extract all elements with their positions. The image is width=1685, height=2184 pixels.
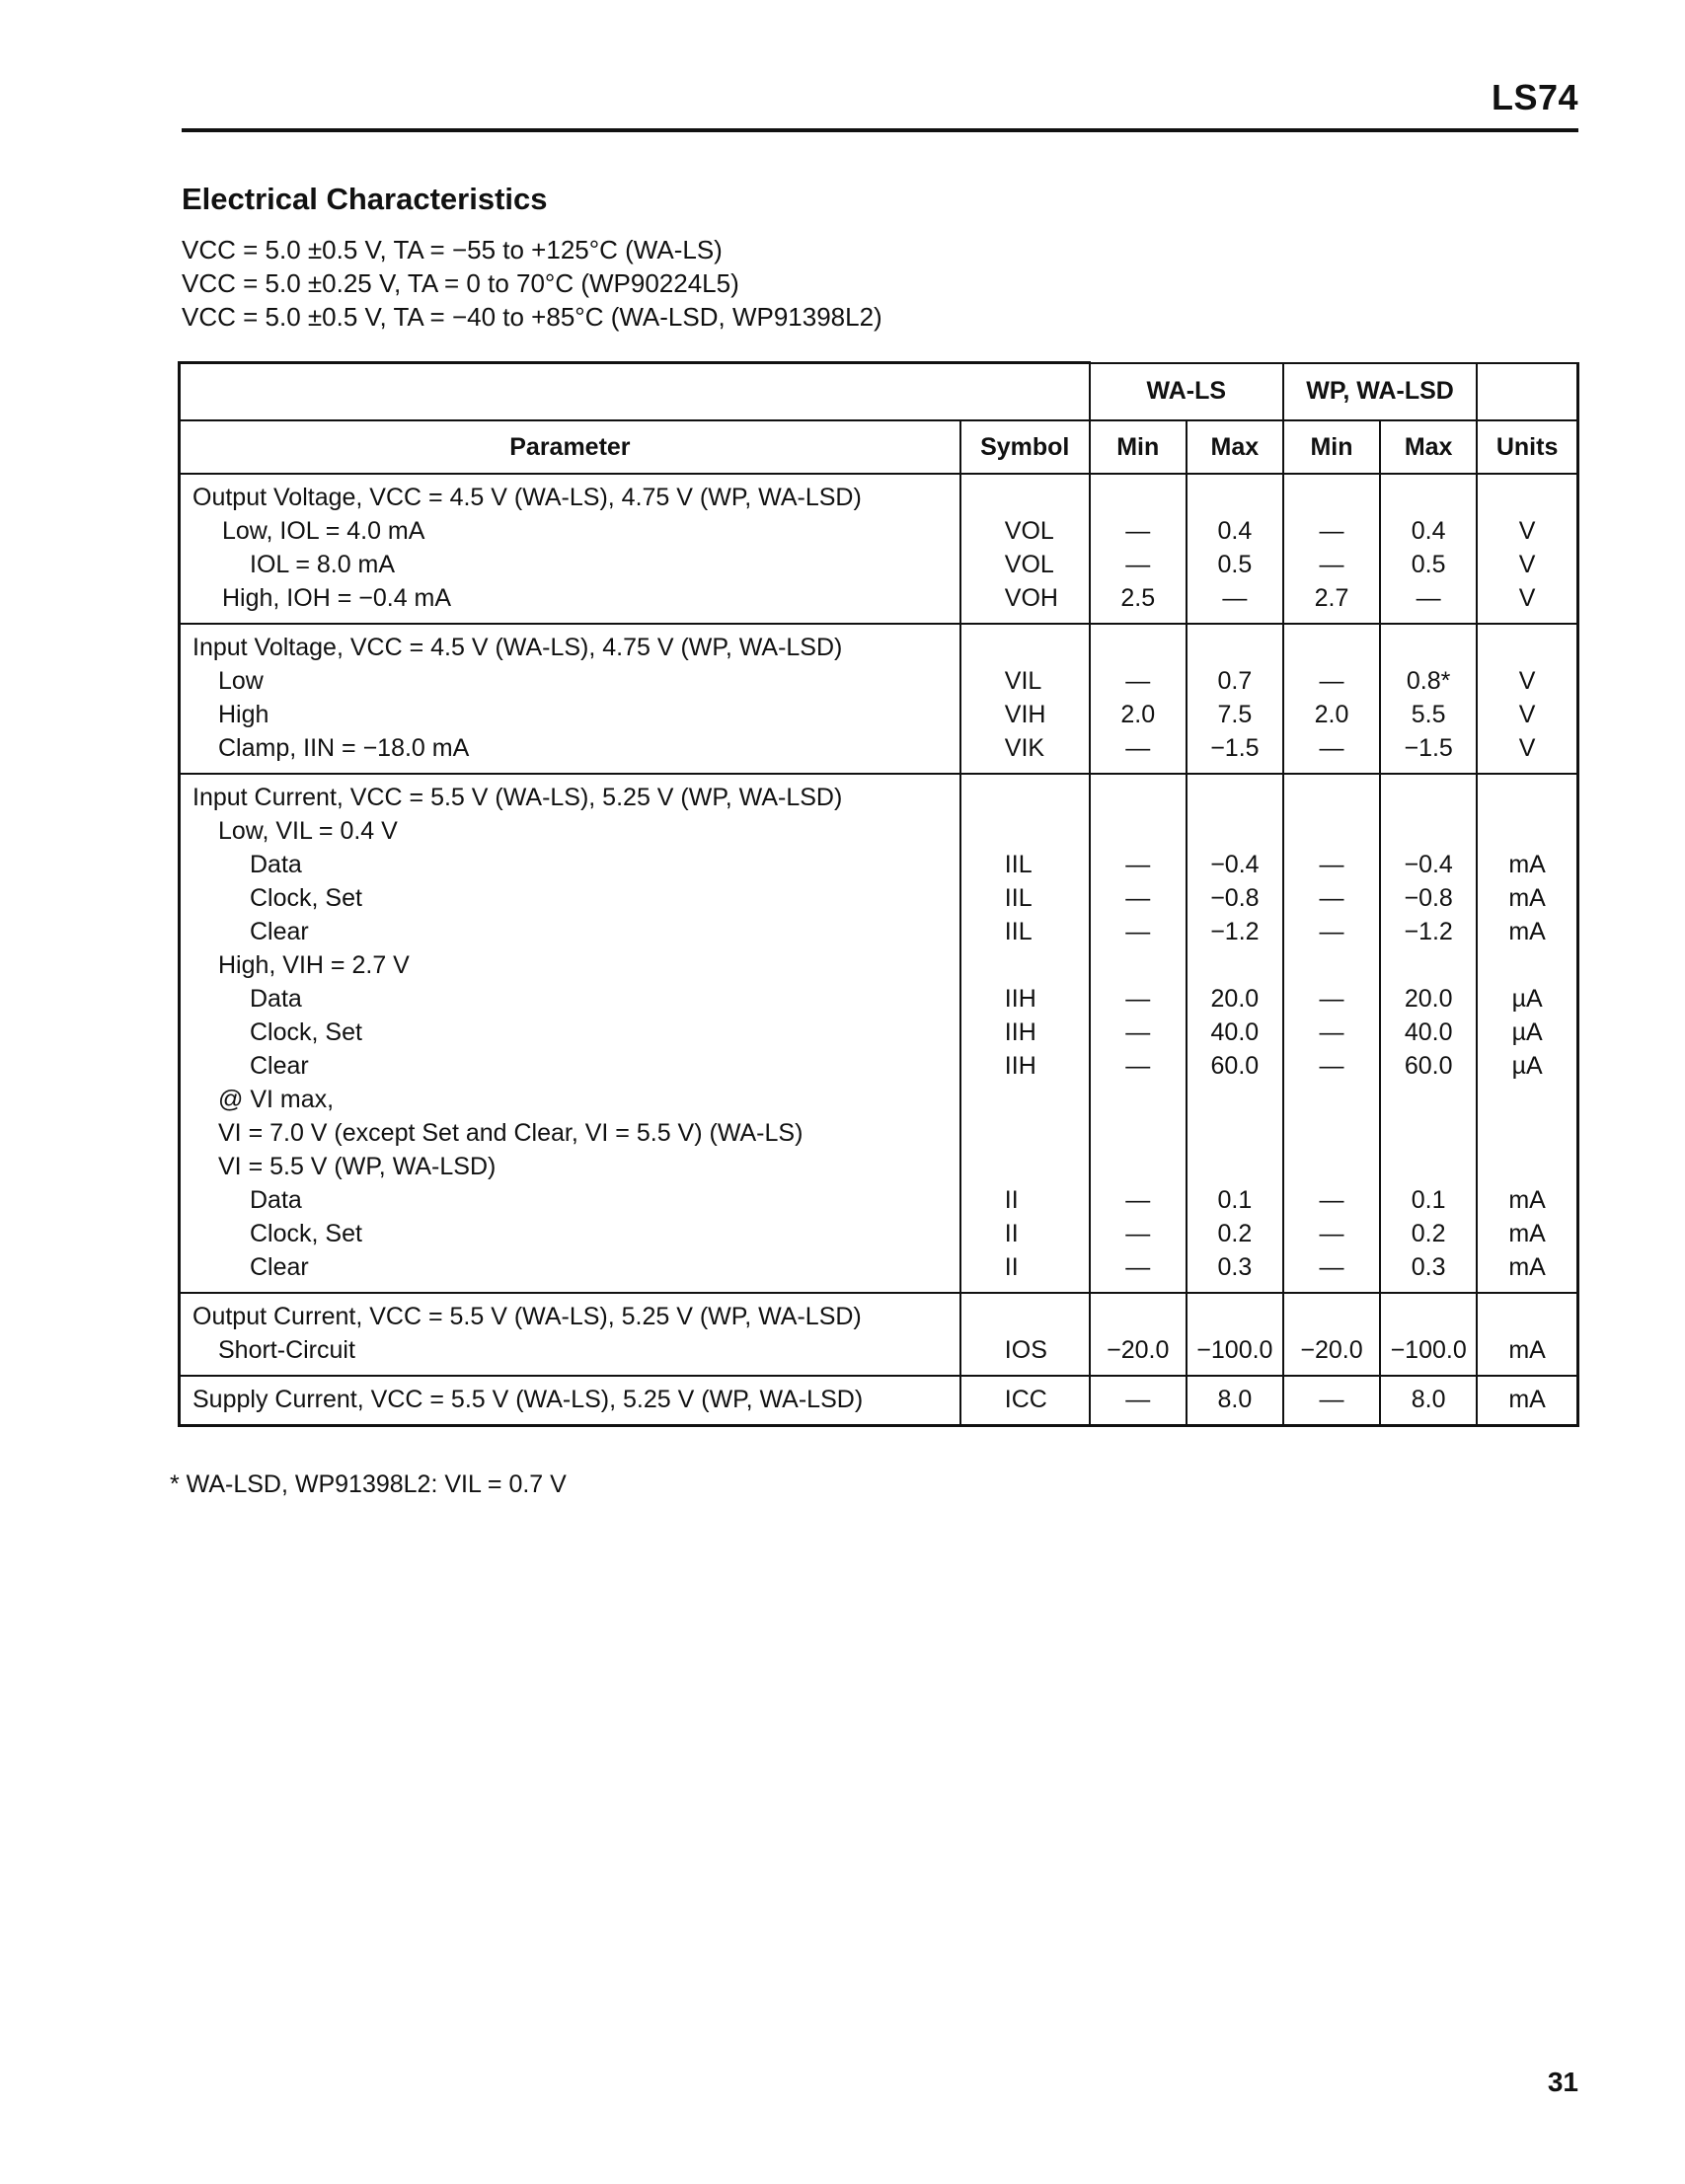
symbol-value: VOL	[1004, 551, 1054, 578]
value: —	[1125, 851, 1151, 878]
header-blank	[180, 363, 1090, 421]
symbol-value	[961, 781, 1089, 814]
wp-max-cell	[1380, 1293, 1477, 1376]
unit	[1478, 781, 1576, 814]
value: −1.5	[1404, 734, 1453, 762]
condition-line: VCC = 5.0 ±0.25 V, TA = 0 to 70°C (WP90224L5)	[182, 268, 739, 298]
symbol-cell	[960, 1293, 1090, 1376]
parameter-line: Clear	[250, 1052, 309, 1080]
column-header-min: Min	[1283, 420, 1380, 474]
symbol-cell	[960, 774, 1090, 1293]
wa-ls-min-cell	[1090, 474, 1187, 624]
parameter-line: IOL = 8.0 mA	[250, 551, 396, 578]
symbol-value	[961, 1116, 1089, 1150]
wp-max-cell	[1380, 774, 1477, 1293]
value: −0.4	[1404, 851, 1453, 878]
parameter-line: High, IOH = −0.4 mA	[222, 584, 452, 612]
unit: mA	[1508, 1220, 1546, 1247]
value: −0.8	[1404, 884, 1453, 912]
value: —	[1125, 1186, 1151, 1214]
value: 7.5	[1217, 701, 1253, 728]
parameter-line: Input Current, VCC = 5.5 V (WA-LS), 5.25 V (WP, WA-LSD)	[192, 784, 843, 811]
symbol-value: II	[1004, 1220, 1019, 1247]
symbol-value: II	[1004, 1253, 1019, 1281]
value	[1381, 1083, 1476, 1116]
value: —	[1125, 551, 1151, 578]
value: −1.2	[1404, 918, 1453, 945]
parameter-line: High, VIH = 2.7 V	[218, 951, 410, 979]
symbol-value: VIH	[1004, 701, 1046, 728]
value	[1091, 781, 1186, 814]
value	[1284, 1083, 1379, 1116]
unit: V	[1518, 701, 1536, 728]
parameter-line: Clear	[250, 918, 309, 945]
value	[1284, 1300, 1379, 1333]
value: 0.1	[1217, 1186, 1253, 1214]
value	[1091, 948, 1186, 982]
header-blank	[1477, 363, 1577, 421]
value: 0.7	[1217, 667, 1253, 695]
units-cell	[1477, 1376, 1577, 1426]
symbol-value	[961, 1300, 1089, 1333]
value: —	[1319, 918, 1344, 945]
value: 0.5	[1217, 551, 1253, 578]
value	[1381, 814, 1476, 848]
value: —	[1319, 1052, 1344, 1080]
parameter-line: Clock, Set	[250, 1220, 362, 1247]
value	[1187, 1116, 1282, 1150]
table-row	[180, 624, 1578, 774]
value: 20.0	[1404, 985, 1453, 1013]
parameter-line: Data	[250, 851, 302, 878]
value	[1187, 631, 1282, 664]
unit: µA	[1511, 1018, 1543, 1046]
condition-line: VCC = 5.0 ±0.5 V, TA = −40 to +85°C (WA-LSD, WP91398L2)	[182, 302, 882, 332]
value: 2.0	[1120, 701, 1156, 728]
parameter-line: Input Voltage, VCC = 4.5 V (WA-LS), 4.75 V (WP, WA-LSD)	[192, 634, 843, 661]
value	[1381, 781, 1476, 814]
value: 0.3	[1217, 1253, 1253, 1281]
value	[1284, 948, 1379, 982]
value: −100.0	[1390, 1336, 1467, 1364]
column-header-max: Max	[1187, 420, 1283, 474]
value	[1284, 1150, 1379, 1183]
value	[1187, 781, 1282, 814]
value: 8.0	[1411, 1386, 1446, 1413]
symbol-value	[961, 948, 1089, 982]
value	[1284, 814, 1379, 848]
parameter-line: Low, VIL = 0.4 V	[218, 817, 398, 845]
parameter-line: VI = 5.5 V (WP, WA-LSD)	[218, 1153, 497, 1180]
symbol-value: II	[1004, 1186, 1019, 1214]
parameter-line: Clock, Set	[250, 884, 362, 912]
value: —	[1125, 517, 1151, 545]
symbol-value: VOH	[1004, 584, 1058, 612]
electrical-characteristics-table	[178, 361, 1579, 1427]
symbol-value	[961, 481, 1089, 514]
value: —	[1319, 1018, 1344, 1046]
value	[1381, 948, 1476, 982]
value: —	[1319, 1253, 1344, 1281]
symbol-value: VOL	[1004, 517, 1054, 545]
value	[1091, 631, 1186, 664]
parameter-line: Clock, Set	[250, 1018, 362, 1046]
unit: V	[1518, 667, 1536, 695]
symbol-value	[961, 814, 1089, 848]
column-header-min: Min	[1090, 420, 1187, 474]
value	[1187, 1150, 1282, 1183]
parameter-cell	[180, 1376, 960, 1426]
value: 60.0	[1210, 1052, 1260, 1080]
value: 60.0	[1404, 1052, 1453, 1080]
unit: mA	[1508, 884, 1546, 912]
symbol-value: IIH	[1004, 1018, 1036, 1046]
unit: mA	[1508, 1253, 1546, 1281]
wa-ls-max-cell	[1187, 474, 1283, 624]
wp-min-cell	[1283, 1376, 1380, 1426]
units-cell	[1477, 474, 1577, 624]
unit: mA	[1508, 851, 1546, 878]
table-row	[180, 1293, 1578, 1376]
wa-ls-min-cell	[1090, 624, 1187, 774]
units-cell	[1477, 1293, 1577, 1376]
value: —	[1125, 1018, 1151, 1046]
value: 2.5	[1120, 584, 1156, 612]
value: 2.0	[1314, 701, 1349, 728]
unit	[1478, 1116, 1576, 1150]
wp-max-cell	[1380, 624, 1477, 774]
value: 0.2	[1411, 1220, 1446, 1247]
value	[1091, 1116, 1186, 1150]
parameter-cell	[180, 774, 960, 1293]
value: —	[1319, 985, 1344, 1013]
group-header-wp-wa-lsd: WP, WA-LSD	[1283, 363, 1477, 421]
parameter-cell	[180, 624, 960, 774]
value	[1091, 1300, 1186, 1333]
unit	[1478, 1083, 1576, 1116]
value: 5.5	[1411, 701, 1446, 728]
unit: V	[1518, 551, 1536, 578]
value: —	[1125, 1253, 1151, 1281]
value	[1284, 781, 1379, 814]
value	[1091, 481, 1186, 514]
value: —	[1319, 551, 1344, 578]
parameter-cell	[180, 1293, 960, 1376]
value: −1.5	[1210, 734, 1260, 762]
value: −20.0	[1300, 1336, 1363, 1364]
unit: mA	[1508, 1186, 1546, 1214]
unit: µA	[1511, 985, 1543, 1013]
value: 0.1	[1411, 1186, 1446, 1214]
wa-ls-min-cell	[1090, 1376, 1187, 1426]
symbol-cell	[960, 1376, 1090, 1426]
parameter-line: High	[218, 701, 269, 728]
parameter-line: Low, IOL = 4.0 mA	[222, 517, 425, 545]
symbol-cell	[960, 624, 1090, 774]
symbol-value: IIL	[1004, 918, 1033, 945]
value: 20.0	[1210, 985, 1260, 1013]
units-cell	[1477, 624, 1577, 774]
wa-ls-min-cell	[1090, 774, 1187, 1293]
value: —	[1125, 1052, 1151, 1080]
value: —	[1125, 918, 1151, 945]
value: —	[1125, 734, 1151, 762]
column-header-max: Max	[1380, 420, 1477, 474]
value: —	[1125, 884, 1151, 912]
symbol-cell	[960, 474, 1090, 624]
value: −0.4	[1210, 851, 1260, 878]
column-header-symbol: Symbol	[960, 420, 1090, 474]
value	[1091, 1150, 1186, 1183]
parameter-line: Clamp, IIN = −18.0 mA	[218, 734, 470, 762]
value	[1381, 1116, 1476, 1150]
parameter-line: Clear	[250, 1253, 309, 1281]
value	[1187, 1083, 1282, 1116]
wa-ls-min-cell	[1090, 1293, 1187, 1376]
value: 8.0	[1217, 1386, 1253, 1413]
value	[1187, 481, 1282, 514]
wa-ls-max-cell	[1187, 774, 1283, 1293]
unit: mA	[1508, 1386, 1546, 1413]
value	[1381, 1300, 1476, 1333]
value: —	[1125, 985, 1151, 1013]
units-cell	[1477, 774, 1577, 1293]
wa-ls-max-cell	[1187, 1376, 1283, 1426]
unit	[1478, 948, 1576, 982]
wa-ls-max-cell	[1187, 624, 1283, 774]
wp-min-cell	[1283, 774, 1380, 1293]
value: 0.8*	[1406, 667, 1451, 695]
condition-line: VCC = 5.0 ±0.5 V, TA = −55 to +125°C (WA-LS)	[182, 235, 723, 264]
unit	[1478, 481, 1576, 514]
value: −100.0	[1196, 1336, 1273, 1364]
value: —	[1125, 1386, 1151, 1413]
value: −20.0	[1107, 1336, 1170, 1364]
value: 0.4	[1411, 517, 1446, 545]
value: 0.5	[1411, 551, 1446, 578]
value: —	[1319, 667, 1344, 695]
symbol-value	[961, 1150, 1089, 1183]
part-number: LS74	[1491, 77, 1578, 117]
unit: V	[1518, 517, 1536, 545]
value	[1381, 1150, 1476, 1183]
wp-min-cell	[1283, 474, 1380, 624]
value	[1284, 631, 1379, 664]
wp-min-cell	[1283, 624, 1380, 774]
symbol-value: IIL	[1004, 851, 1033, 878]
parameter-line: Low	[218, 667, 264, 695]
value	[1381, 481, 1476, 514]
unit	[1478, 1150, 1576, 1183]
unit: V	[1518, 584, 1536, 612]
value: 2.7	[1314, 584, 1349, 612]
value: —	[1319, 1186, 1344, 1214]
value	[1187, 1300, 1282, 1333]
value: —	[1319, 517, 1344, 545]
value	[1284, 481, 1379, 514]
group-header-wa-ls: WA-LS	[1090, 363, 1283, 421]
table-row	[180, 774, 1578, 1293]
unit	[1478, 631, 1576, 664]
value: —	[1222, 584, 1248, 612]
symbol-value: VIL	[1004, 667, 1042, 695]
unit	[1478, 1300, 1576, 1333]
parameter-line: Data	[250, 1186, 302, 1214]
value: —	[1319, 1386, 1344, 1413]
column-header-parameter: Parameter	[180, 420, 960, 474]
parameter-line: Output Current, VCC = 5.5 V (WA-LS), 5.25 V (WP, WA-LSD)	[192, 1303, 862, 1330]
parameter-line: @ VI max,	[218, 1086, 335, 1113]
wa-ls-max-cell	[1187, 1293, 1283, 1376]
symbol-value: IIL	[1004, 884, 1033, 912]
unit: mA	[1508, 1336, 1546, 1364]
value	[1091, 1083, 1186, 1116]
symbol-value: IIH	[1004, 985, 1036, 1013]
unit: µA	[1511, 1052, 1543, 1080]
value: −1.2	[1210, 918, 1260, 945]
parameter-line: Data	[250, 985, 302, 1013]
wp-max-cell	[1380, 474, 1477, 624]
wp-max-cell	[1380, 1376, 1477, 1426]
symbol-value	[961, 631, 1089, 664]
header-rule	[182, 128, 1578, 132]
symbol-value	[961, 1083, 1089, 1116]
parameter-line: VI = 7.0 V (except Set and Clear, VI = 5.5 V) (WA-LS)	[218, 1119, 804, 1147]
value	[1187, 948, 1282, 982]
value: —	[1319, 851, 1344, 878]
value: −0.8	[1210, 884, 1260, 912]
table-row	[180, 1376, 1578, 1426]
value: —	[1319, 884, 1344, 912]
parameter-cell	[180, 474, 960, 624]
parameter-line: Output Voltage, VCC = 4.5 V (WA-LS), 4.75 V (WP, WA-LSD)	[192, 484, 862, 511]
value	[1381, 631, 1476, 664]
value	[1284, 1116, 1379, 1150]
value: —	[1125, 1220, 1151, 1247]
wp-min-cell	[1283, 1293, 1380, 1376]
value: 0.4	[1217, 517, 1253, 545]
value: —	[1319, 734, 1344, 762]
value: 40.0	[1404, 1018, 1453, 1046]
footnote: * WA-LSD, WP91398L2: VIL = 0.7 V	[170, 1470, 567, 1498]
test-conditions	[182, 233, 882, 334]
parameter-line: Short-Circuit	[218, 1336, 355, 1364]
page-number: 31	[1547, 2067, 1578, 2097]
value: 40.0	[1210, 1018, 1260, 1046]
unit: mA	[1508, 918, 1546, 945]
value: —	[1125, 667, 1151, 695]
value: 0.2	[1217, 1220, 1253, 1247]
section-title: Electrical Characteristics	[182, 182, 548, 216]
symbol-value: VIK	[1004, 734, 1045, 762]
value	[1091, 814, 1186, 848]
value: —	[1319, 1220, 1344, 1247]
symbol-value: ICC	[1004, 1386, 1047, 1413]
unit	[1478, 814, 1576, 848]
value: 0.3	[1411, 1253, 1446, 1281]
value: —	[1416, 584, 1441, 612]
value	[1187, 814, 1282, 848]
symbol-value: IIH	[1004, 1052, 1036, 1080]
symbol-value: IOS	[1004, 1336, 1047, 1364]
unit: V	[1518, 734, 1536, 762]
column-header-units: Units	[1477, 420, 1577, 474]
table-row	[180, 474, 1578, 624]
parameter-line: Supply Current, VCC = 5.5 V (WA-LS), 5.25 V (WP, WA-LSD)	[192, 1386, 864, 1413]
